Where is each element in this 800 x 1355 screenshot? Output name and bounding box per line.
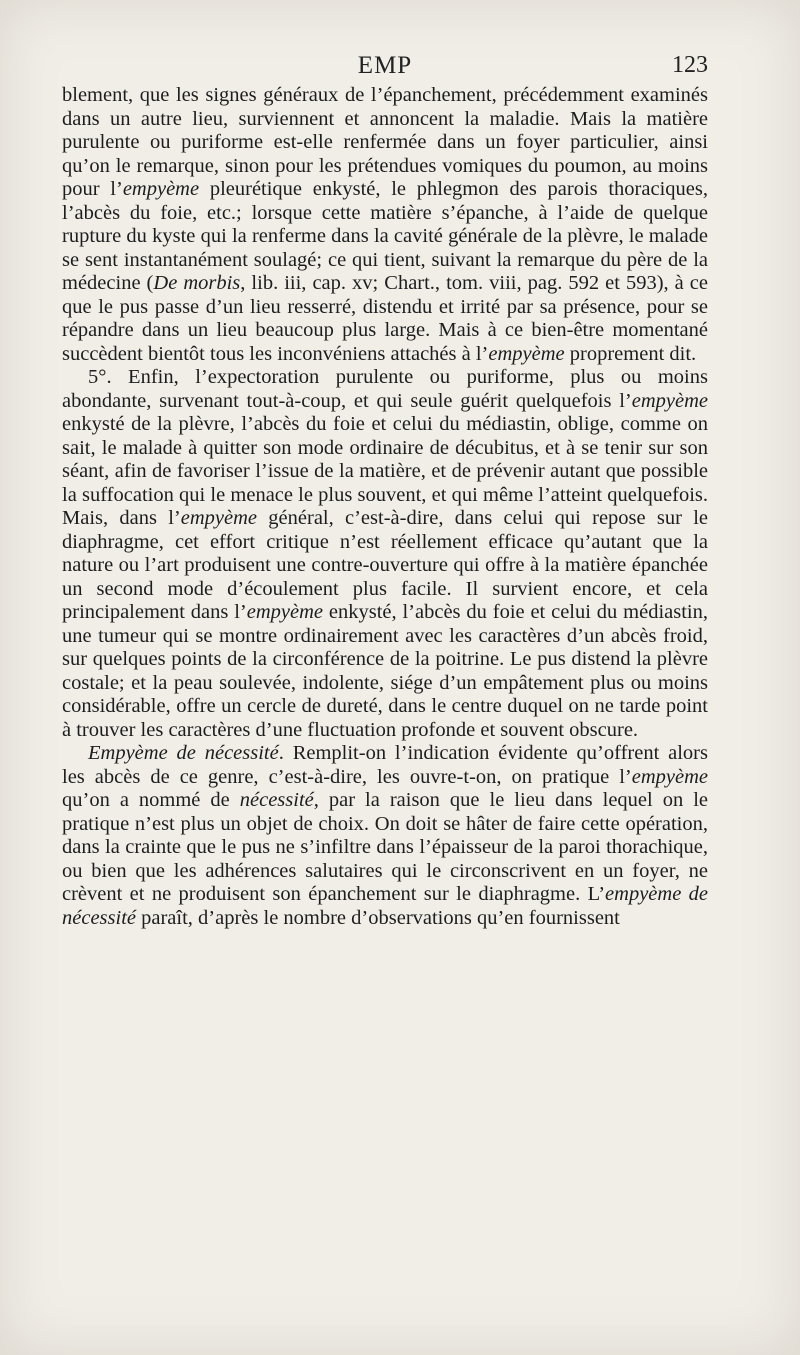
italic-text: empyème de nécessité	[62, 883, 709, 929]
italic-text: Empyème de nécessité	[88, 742, 279, 764]
italic-text: empyème	[246, 601, 324, 623]
text-run: pleurétique enkysté, le phlegmon des parois thoraciques, l’abcès du foie, etc.; lorsque cette matière s’épanche, à l’aide de quelque rupture du kyste qui la renferme dans la cavité générale de la plèvre, le malade se sent instantanément soulagé; ce qui tient, suivant la remarque du père de la médecine (	[62, 178, 708, 294]
text-run: enkysté, l’abcès du foie et celui du médiastin, une tumeur qui se montre ordinairement avec les caractères d’un abcès froid, sur quelques points de la circonférence de la poitrine. Le pus distend la plèvre costale; et la peau soulevée, indolente, siége d’un empâtement plus ou moins considérable, offre un cercle de dureté, dans le centre duquel on ne tarde point à trouver les caractères d’une fluctuation profonde et souvent obscure.	[62, 601, 708, 741]
text-run: , par la raison que le lieu dans lequel on le pratique n’est plus un objet de choix. On doit se hâter de faire cette opération, dans la crainte que le pus ne s’infiltre dans l’épaisseur de la paroi thorachique, ou bien que les adhérences salutaires qui le circonscrivent en un foyer, ne crèvent et ne produisent son épanchement sur le diaphragme. L’	[62, 789, 708, 905]
text-run: qu’on a nommé de	[62, 789, 240, 811]
body-text	[62, 84, 708, 930]
text-run: paraît, d’après le nombre d’observations qu’en fournissent	[136, 906, 620, 929]
italic-text: empyème	[488, 342, 565, 365]
running-head	[62, 50, 708, 84]
italic-text: nécessité	[239, 789, 314, 811]
italic-text: De morbis	[153, 272, 241, 294]
running-title: EMP	[357, 52, 413, 79]
text-run: . Remplit-on l’indication évidente qu’offrent alors les abcès de ce genre, c’est-à-dire, les ouvre-t-on, on pratique l’	[62, 742, 708, 788]
text-run: , lib. iii, cap. xv; Chart., tom. viii, pag. 592 et 593), à ce que le pus passe d’un lieu resserré, distendu et irrité par sa présence, pour se répandre dans un lieu beaucoup plus large. Mais à ce bien-être momentané succèdent bientôt tous les inconvéniens attachés à l’	[62, 272, 708, 365]
paragraph	[62, 84, 708, 366]
text-run: enkysté de la plèvre, l’abcès du foie et celui du médiastin, oblige, comme on sait, le malade à quitter son mode ordinaire de décubitus, et à se tenir sur son séant, afin de favoriser l’issue de la matière, et de prévenir autant que possible la suffocation qui le menace le plus souvent, et qui même l’atteint quelquefois. Mais, dans l’	[62, 413, 708, 529]
italic-text: empyème	[631, 765, 708, 788]
text-run: général, c’est-à-dire, dans celui qui repose sur le diaphragme, cet effort critique n’est réellement efficace qu’autant que la nature ou l’art produisent une contre-ouverture qui offre à la matière épanchée un second mode d’écoulement plus facile. Il survient encore, et cela principalement dans l’	[62, 507, 708, 623]
paragraph	[62, 366, 708, 742]
text-run: 5°. Enfin, l’expectoration purulente ou puriforme, plus ou moins abondante, survenant tout-à-coup, et qui seule guérit quelquefois l’	[62, 366, 708, 412]
text-run: proprement dit.	[564, 342, 697, 365]
page-number: 123	[672, 52, 708, 78]
italic-text: empyème	[122, 178, 200, 200]
italic-text: empyème	[180, 507, 258, 529]
italic-text: empyème	[631, 389, 708, 412]
text-run: blement, que les signes généraux de l’épanchement, précédemment examinés dans un autre lieu, surviennent et annoncent la maladie. Mais la matière purulente ou puriforme est-elle renfermée dans un foyer particulier, ainsi qu’on le remarque, sinon pour les prétendues vomiques du poumon, au moins pour l’	[62, 84, 708, 200]
paragraph	[62, 742, 708, 930]
